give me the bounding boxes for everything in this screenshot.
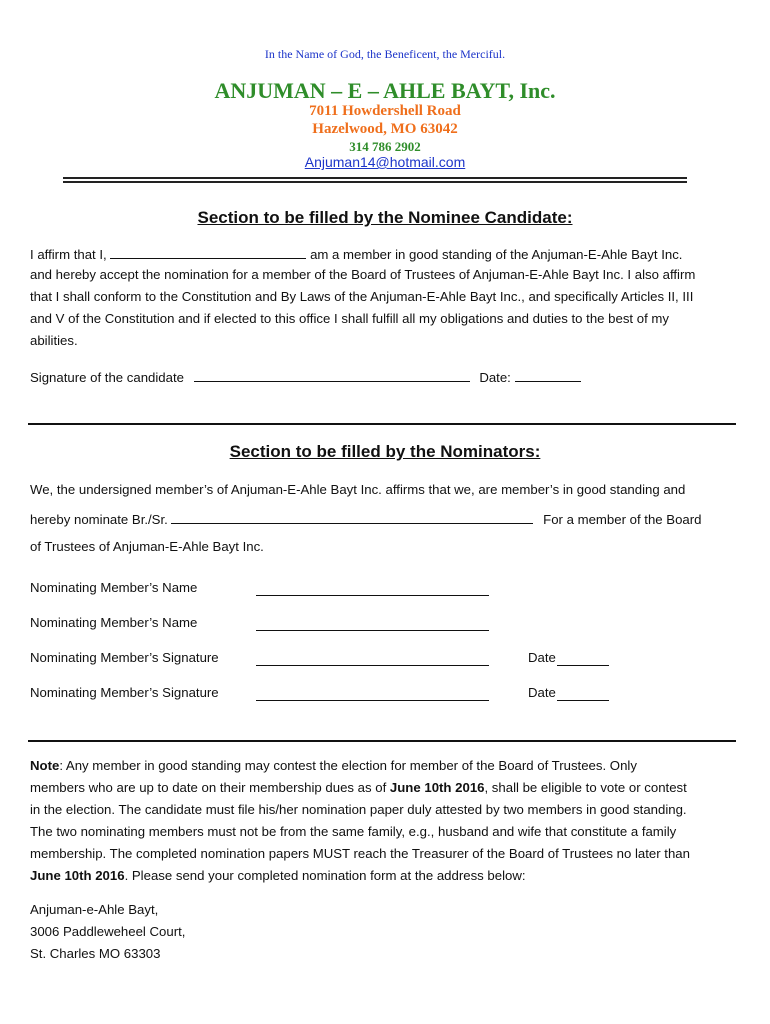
note-line-3: in the election. The candidate must file his/her nomination paper duly attested by two members in good standing. xyxy=(30,802,687,817)
note-line-2-end: , shall be eligible to vote or contest xyxy=(484,780,687,795)
section-divider-1 xyxy=(28,423,736,425)
nominator-signature-blank-1[interactable] xyxy=(256,665,489,666)
nominator-name-label-1: Nominating Member’s Name xyxy=(30,580,198,595)
note-deadline-date-2: June 10th 2016 xyxy=(30,868,125,883)
nominator-name-label-2: Nominating Member’s Name xyxy=(30,615,198,630)
nominator-date-blank-2[interactable] xyxy=(557,700,609,701)
candidate-date-label: Date: xyxy=(479,370,511,385)
nominee-name-blank[interactable] xyxy=(171,510,533,524)
nominee-text-line-4: and V of the Constitution and if elected to this office I shall fulfill all my obligations and duties to the best of my xyxy=(30,311,669,326)
nominee-text-line-5: abilities. xyxy=(30,333,78,348)
note-label: Note xyxy=(30,758,60,773)
nominator-signature-label-2: Nominating Member’s Signature xyxy=(30,685,219,700)
nominator-name-blank-1[interactable] xyxy=(256,595,489,596)
signature-label: Signature of the candidate xyxy=(30,370,184,385)
candidate-name-blank[interactable] xyxy=(110,245,306,259)
nominee-text-line-2: and hereby accept the nomination for a member of the Board of Trustees of Anjuman-E-Ahle Bayt Inc. I also affirm xyxy=(30,267,696,282)
candidate-date-blank[interactable] xyxy=(515,368,581,382)
nominators-text-line-3: of Trustees of Anjuman-E-Ahle Bayt Inc. xyxy=(30,539,264,554)
note-line-1-text: : Any member in good standing may contest the election for member of the Board of Trustees. Only xyxy=(59,758,637,773)
note-deadline-date: June 10th 2016 xyxy=(389,780,485,795)
nominee-section-heading: Section to be filled by the Nominee Candidate: xyxy=(197,208,573,227)
candidate-signature-row xyxy=(30,368,581,385)
nominator-date-blank-1[interactable] xyxy=(557,665,609,666)
nominate-line xyxy=(30,510,701,527)
note-line-2 xyxy=(30,780,687,795)
address-line-1: 7011 Howdershell Road xyxy=(309,103,461,119)
candidate-signature-blank[interactable] xyxy=(194,368,470,382)
header-divider-bottom xyxy=(63,181,687,183)
note-line-1 xyxy=(30,758,637,773)
nominators-section-heading: Section to be filled by the Nominators: xyxy=(229,442,541,461)
mailing-address-line-3: St. Charles MO 63303 xyxy=(30,946,161,961)
note-line-6 xyxy=(30,868,526,883)
nominate-end: For a member of the Board xyxy=(543,512,702,527)
organization-name: ANJUMAN – E – AHLE BAYT, Inc. xyxy=(214,78,556,103)
nominee-text-line-3: that I shall conform to the Constitution and By Laws of the Anjuman-E-Ahle Bayt Inc., and specifically Articles II, III xyxy=(30,289,694,304)
nominator-signature-blank-2[interactable] xyxy=(256,700,489,701)
address-line-2: Hazelwood, MO 63042 xyxy=(312,121,458,137)
note-line-5: membership. The completed nomination papers MUST reach the Treasurer of the Board of Trustees no later than xyxy=(30,846,690,861)
email-link[interactable]: Anjuman14@hotmail.com xyxy=(304,154,466,170)
note-line-4: The two nominating members must not be from the same family, e.g., husband and wife that constitute a family xyxy=(30,824,677,839)
mailing-address-line-2: 3006 Paddleweheel Court, xyxy=(30,924,186,939)
nominators-text-line-1: We, the undersigned member’s of Anjuman-E-Ahle Bayt Inc. affirms that we, are member’s in good standing and xyxy=(30,482,686,497)
nominator-name-blank-2[interactable] xyxy=(256,630,489,631)
mailing-address-line-1: Anjuman-e-Ahle Bayt, xyxy=(30,902,159,917)
nominator-date-label-1: Date xyxy=(528,650,556,665)
nominator-signature-label-1: Nominating Member’s Signature xyxy=(30,650,219,665)
phone-number: 314 786 2902 xyxy=(349,139,421,154)
affirm-line xyxy=(30,245,682,262)
note-line-6-text: . Please send your completed nomination form at the address below: xyxy=(124,868,526,883)
basmala-text: In the Name of God, the Beneficent, the Merciful. xyxy=(264,47,506,61)
affirm-rest: am a member in good standing of the Anjuman-E-Ahle Bayt Inc. xyxy=(310,247,683,262)
affirm-start: I affirm that I, xyxy=(30,247,107,262)
header-divider-top xyxy=(63,177,687,179)
section-divider-2 xyxy=(28,740,736,742)
note-line-2-start: members who are up to date on their membership dues as of xyxy=(30,780,387,795)
nominate-start: hereby nominate Br./Sr. xyxy=(30,512,168,527)
nominator-date-label-2: Date xyxy=(528,685,556,700)
